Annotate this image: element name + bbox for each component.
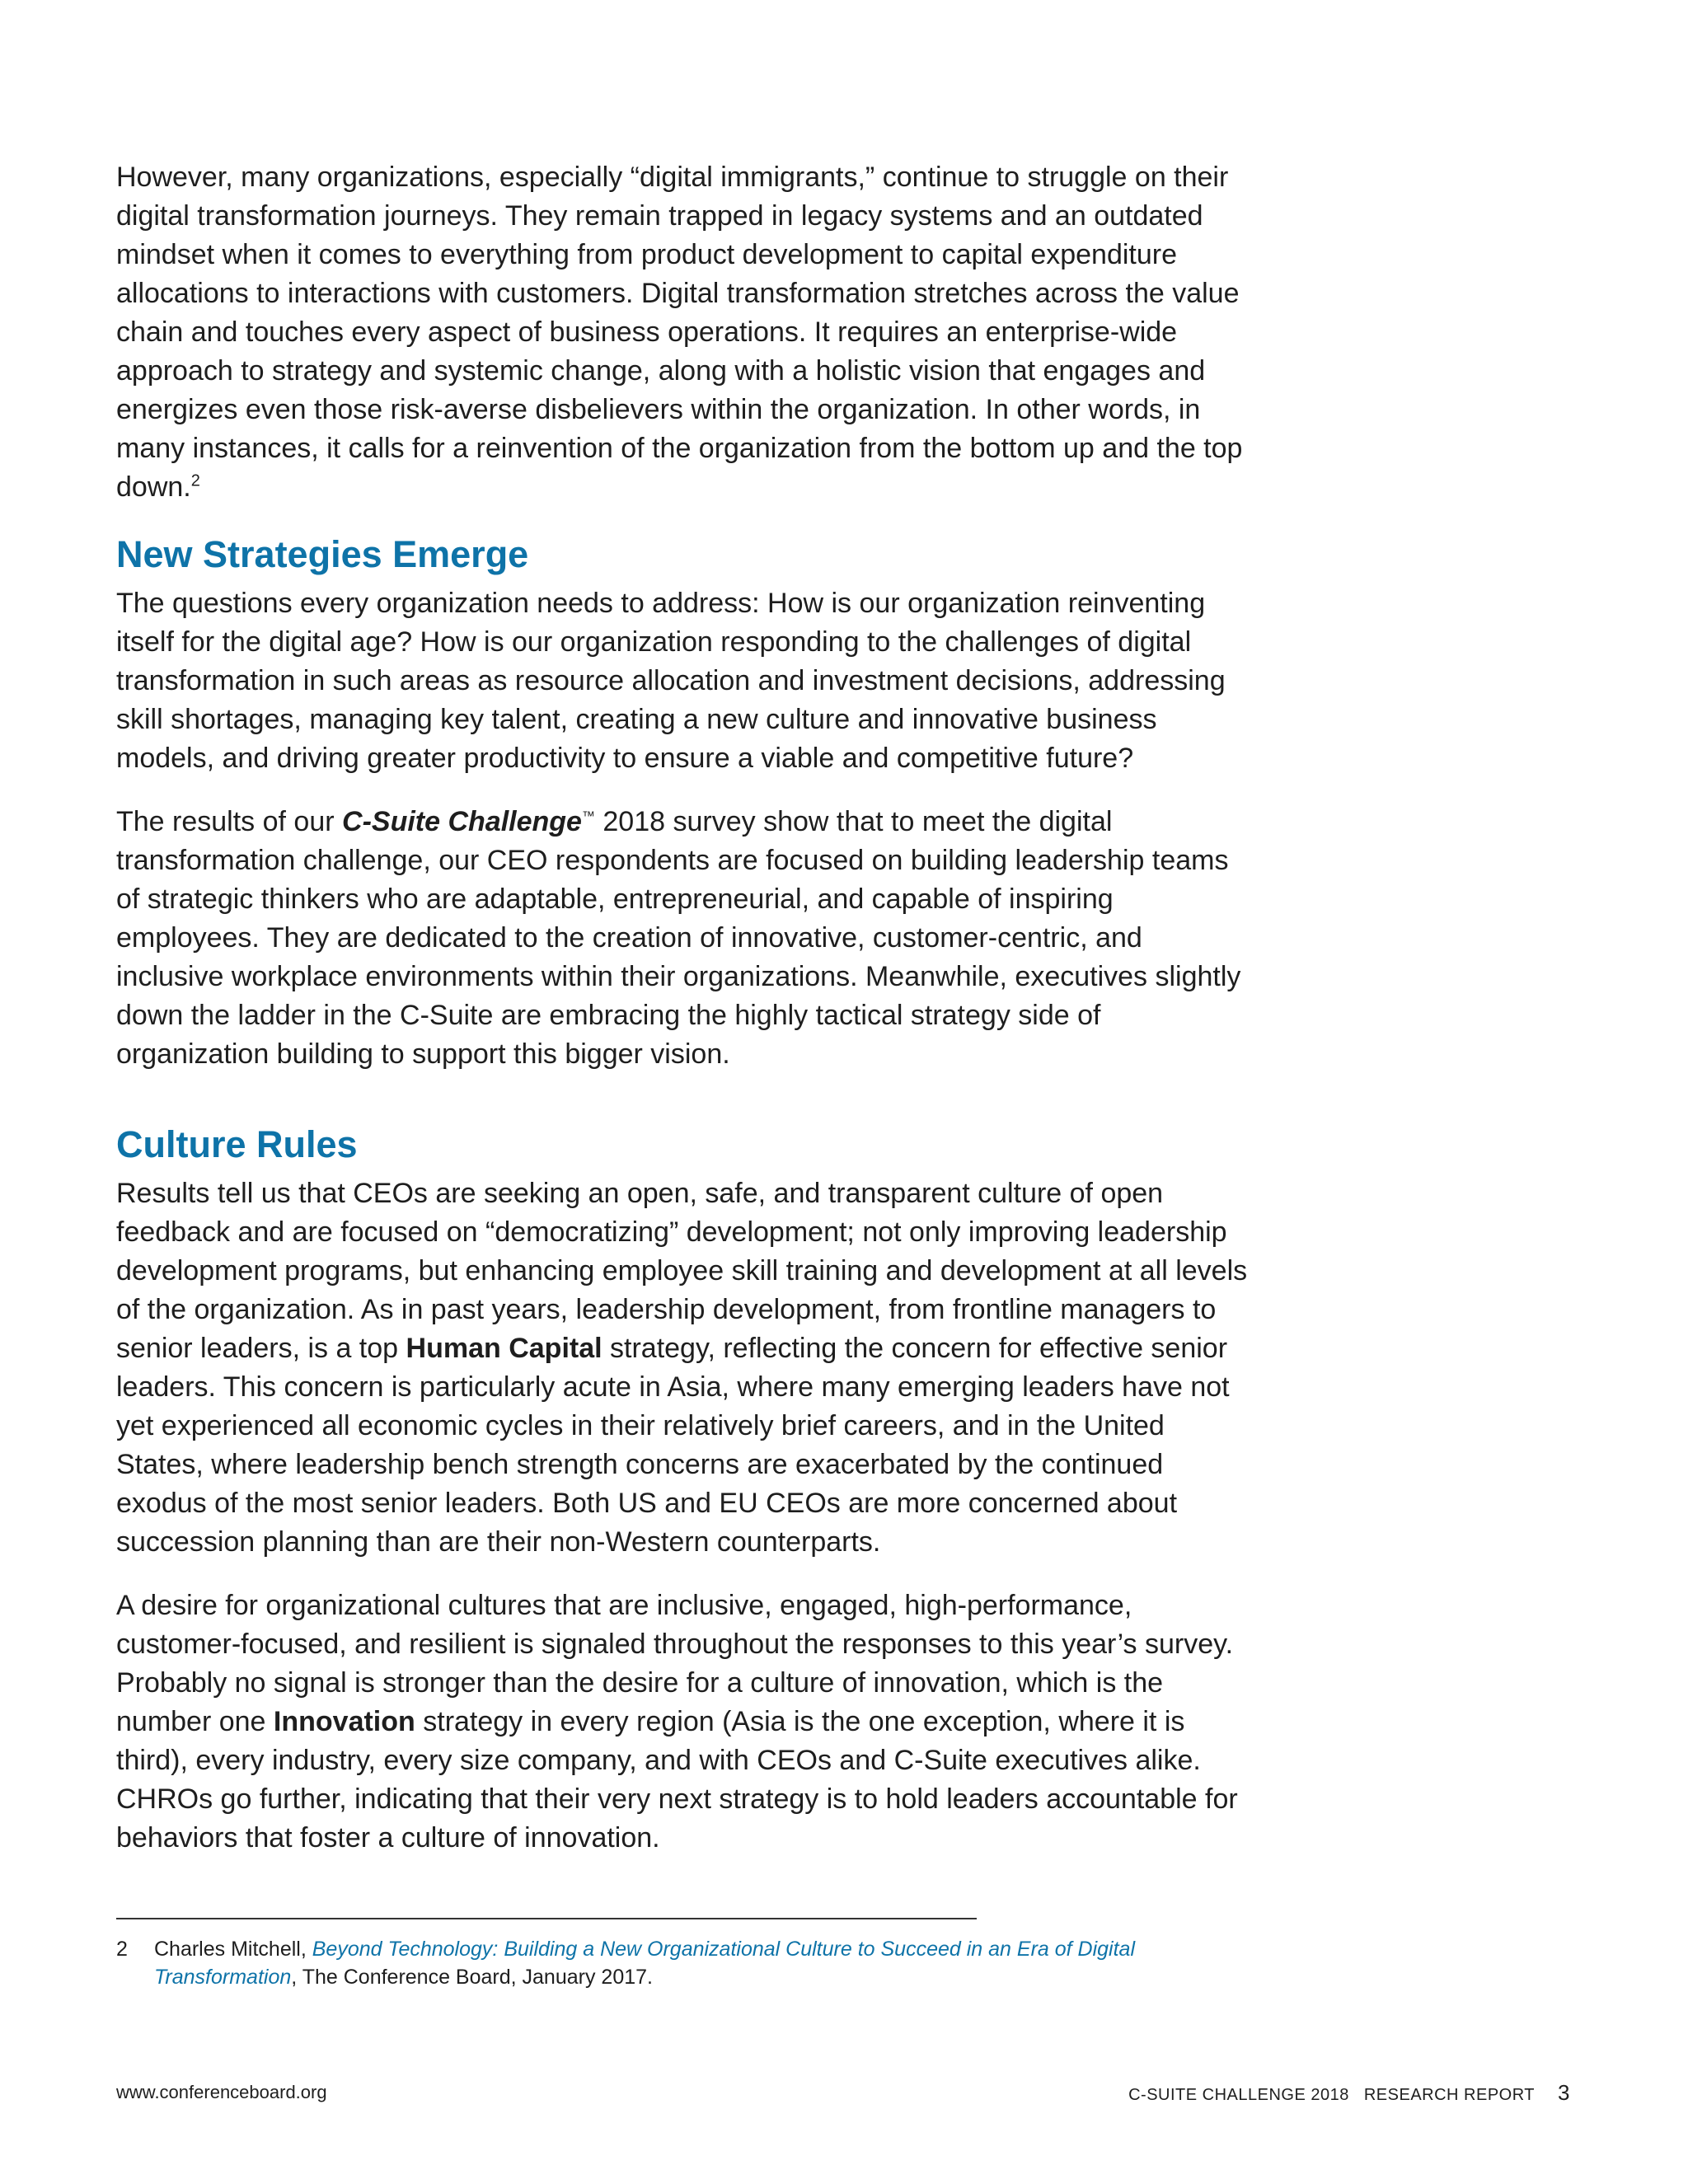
main-content [116,158,1254,1882]
footnote-number: 2 [116,1938,128,1961]
section-heading-culture-rules: Culture Rules [116,1123,358,1165]
footnote-divider [116,1918,977,1919]
intro-paragraph [116,158,1254,507]
emphasis-human-capital: Human Capital [406,1333,603,1364]
brand-name: C-Suite Challenge [342,806,582,837]
culture-rules-paragraph-2 [116,1586,1254,1858]
footer-report-name: C-SUITE CHALLENGE 2018 [1128,2086,1349,2104]
footnote [116,1935,1237,1991]
footnote-ref[interactable]: 2 [190,471,200,490]
text-run: strategy in every region (Asia is the one exception, where it is third), every industry, every size company, and with CEOs and C-Suite executives alike. CHROs go further, indicating that their very next strategy is to hold leaders accountable for behaviors that foster a culture of innovation. [116,1706,1238,1854]
footnote-author: Charles Mitchell, [154,1938,312,1961]
text-run: Results tell us that CEOs are seeking an open, safe, and transparent culture of open feedback and are focused on “democratizing” development; not only improving leadership development programs, but enhancing employee skill training and development at all levels of the organization. As in past years, leadership development, from frontline managers to senior leaders, is a top [116,1178,1248,1364]
culture-rules-paragraph-1 [116,1174,1254,1562]
footnote-link[interactable]: Beyond Technology: Building a New Organizational Culture to Succeed in an Era of Digital Transformation [154,1938,1136,1989]
text-run: The results of our [116,806,343,837]
new-strategies-paragraph-2 [116,803,1254,1074]
page-number: 3 [1558,2080,1570,2105]
new-strategies-paragraph-1: The questions every organization needs to address: How is our organization reinventing itself for the digital age? How is our organization responding to the challenges of digital transformation in such areas as resource allocation and investment decisions, addressing skill shortages, managing key talent, creating a new culture and innovative business models, and driving greater productivity to ensure a viable and competitive future? [116,588,1226,774]
text-run: 2018 survey show that to meet the digital transformation challenge, our CEO respondents are focused on building leadership teams of strategic thinkers who are adaptable, entrepreneurial, and capable of inspiring employees. They are dedicated to the creation of innovative, customer-centric, and inclusive workplace environments within their organizations. Meanwhile, executives slightly down the ladder in the C-Suite are embracing the highly tactical strategy side of organization building to support this bigger vision. [116,806,1241,1070]
emphasis-innovation: Innovation [273,1706,415,1737]
section-heading-new-strategies: New Strategies Emerge [116,533,529,575]
footer-url[interactable]: www.conferenceboard.org [116,2082,327,2102]
footnote-text [154,1935,1237,1991]
footer-report-type: RESEARCH REPORT [1363,2086,1536,2104]
intro-text: However, many organizations, especially “digital immigrants,” continue to struggle on their digital transformation journeys. They remain trapped in legacy systems and an outdated mindset when it comes to everything from product development to capital expenditure allocations to interactions with customers. Digital transformation stretches across the value chain and touches every aspect of business operations. It requires an enterprise-wide approach to strategy and systemic change, along with a holistic vision that engages and energizes even those risk-averse disbelievers within the organization. In other words, in many instances, it calls for a reinvention of the organization from the bottom up and the top down. [116,162,1243,503]
text-run: A desire for organizational cultures that are inclusive, engaged, high-performance, customer-focused, and resilient is signaled throughout the responses to this year’s survey. Probably no signal is stronger than the desire for a culture of innovation, which is the number one [116,1590,1234,1737]
text-run: strategy, reflecting the concern for effective senior leaders. This concern is particularly acute in Asia, where many emerging leaders have not yet experienced all economic cycles in their relatively brief careers, and in the United States, where leadership bench strength concerns are exacerbated by the continued exodus of the most senior leaders. Both US and EU CEOs are more concerned about succession planning than are their non-Western counterparts. [116,1333,1230,1558]
footer-report-info [1128,2080,1570,2106]
trademark-symbol: ™ [581,809,595,824]
footnote-rest: , The Conference Board, January 2017. [291,1966,653,1989]
